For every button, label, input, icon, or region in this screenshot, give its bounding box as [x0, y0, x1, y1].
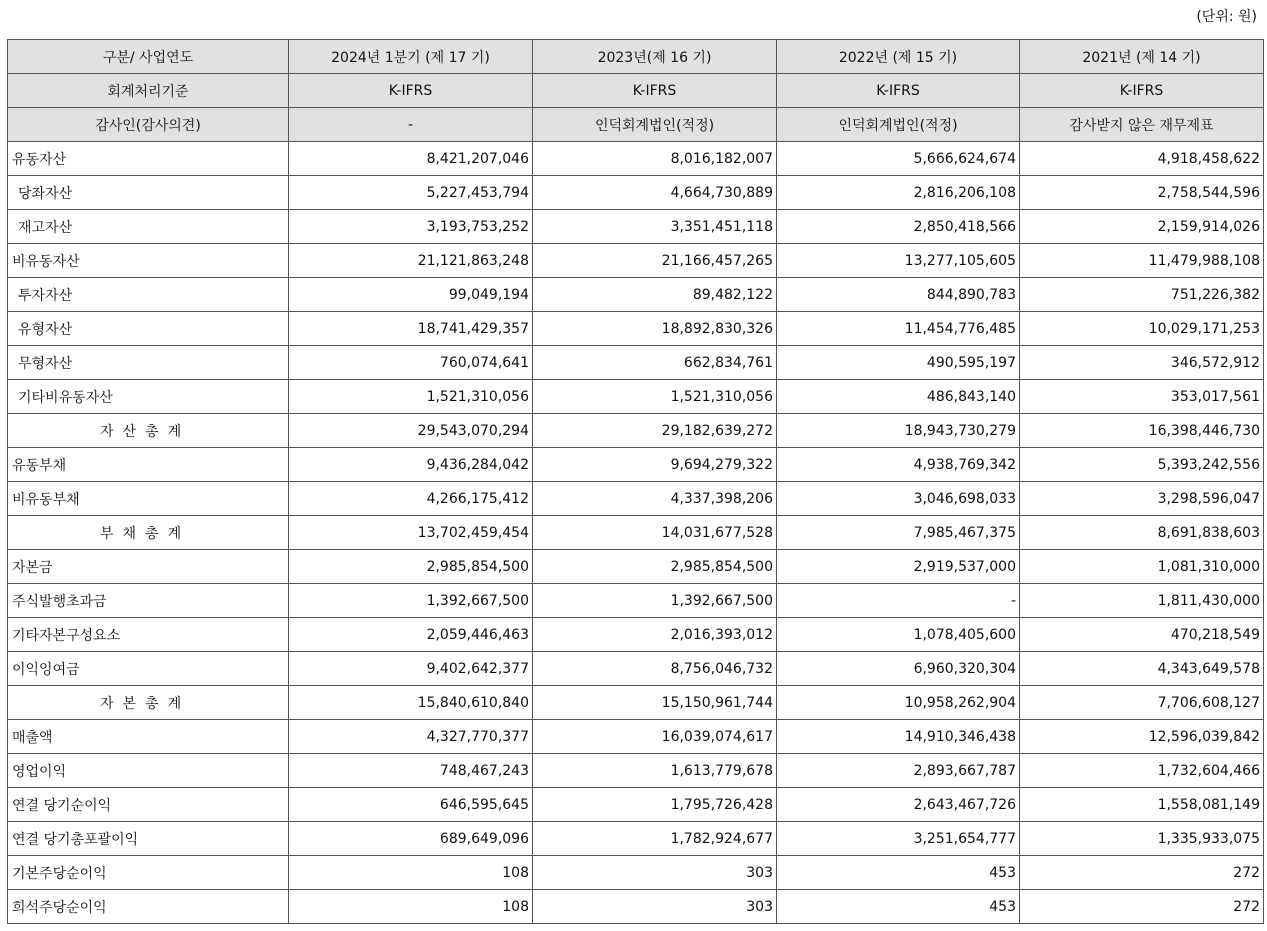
row-label: 유동부채: [8, 448, 289, 482]
table-row: [8, 482, 1264, 516]
value-cell: 10,029,171,253: [1020, 312, 1264, 346]
row-label: 재고자산: [8, 210, 289, 244]
row-label: 연결 당기순이익: [8, 788, 289, 822]
value-cell: 4,327,770,377: [289, 720, 533, 754]
row-label: 비유동부채: [8, 482, 289, 516]
row-label: 기타비유동자산: [8, 380, 289, 414]
value-cell: 2,919,537,000: [777, 550, 1020, 584]
row-label: 영업이익: [8, 754, 289, 788]
value-cell: 1,521,310,056: [533, 380, 777, 414]
header-cell: -: [289, 108, 533, 142]
table-row: [8, 380, 1264, 414]
value-cell: 844,890,783: [777, 278, 1020, 312]
value-cell: 8,756,046,732: [533, 652, 777, 686]
row-label: 자산총계: [8, 414, 289, 448]
value-cell: 14,031,677,528: [533, 516, 777, 550]
table-row: [8, 618, 1264, 652]
value-cell: 1,081,310,000: [1020, 550, 1264, 584]
header-cell: K-IFRS: [777, 74, 1020, 108]
value-cell: 4,938,769,342: [777, 448, 1020, 482]
table-row: [8, 584, 1264, 618]
table-row: [8, 856, 1264, 890]
value-cell: 14,910,346,438: [777, 720, 1020, 754]
value-cell: 272: [1020, 890, 1264, 924]
value-cell: 11,454,776,485: [777, 312, 1020, 346]
table-row: [8, 652, 1264, 686]
table-row: [8, 822, 1264, 856]
header-cell: 인덕회계법인(적정): [533, 108, 777, 142]
value-cell: 2,159,914,026: [1020, 210, 1264, 244]
value-cell: 11,479,988,108: [1020, 244, 1264, 278]
value-cell: 21,121,863,248: [289, 244, 533, 278]
header-row: [8, 74, 1264, 108]
value-cell: 29,543,070,294: [289, 414, 533, 448]
value-cell: 748,467,243: [289, 754, 533, 788]
header-row: [8, 40, 1264, 74]
row-label: 자본총계: [8, 686, 289, 720]
value-cell: 12,596,039,842: [1020, 720, 1264, 754]
table-row: [8, 890, 1264, 924]
value-cell: 29,182,639,272: [533, 414, 777, 448]
value-cell: 13,277,105,605: [777, 244, 1020, 278]
header-cell: 인덕회계법인(적정): [777, 108, 1020, 142]
value-cell: 9,694,279,322: [533, 448, 777, 482]
header-cell: K-IFRS: [1020, 74, 1264, 108]
value-cell: 2,893,667,787: [777, 754, 1020, 788]
table-row: [8, 312, 1264, 346]
row-label: 유동자산: [8, 142, 289, 176]
value-cell: 89,482,122: [533, 278, 777, 312]
table-row: [8, 550, 1264, 584]
value-cell: 6,960,320,304: [777, 652, 1020, 686]
value-cell: 1,732,604,466: [1020, 754, 1264, 788]
value-cell: 453: [777, 856, 1020, 890]
value-cell: 470,218,549: [1020, 618, 1264, 652]
row-label: 유형자산: [8, 312, 289, 346]
value-cell: 18,892,830,326: [533, 312, 777, 346]
table-row: [8, 754, 1264, 788]
value-cell: 346,572,912: [1020, 346, 1264, 380]
row-label: 당좌자산: [8, 176, 289, 210]
row-label: 부채총계: [8, 516, 289, 550]
row-label: 기본주당순이익: [8, 856, 289, 890]
value-cell: 486,843,140: [777, 380, 1020, 414]
row-label: 비유동자산: [8, 244, 289, 278]
value-cell: 4,337,398,206: [533, 482, 777, 516]
unit-label: (단위: 원): [1196, 9, 1257, 25]
value-cell: 16,398,446,730: [1020, 414, 1264, 448]
value-cell: 303: [533, 890, 777, 924]
value-cell: 1,392,667,500: [289, 584, 533, 618]
table-row: [8, 448, 1264, 482]
value-cell: 5,227,453,794: [289, 176, 533, 210]
value-cell: 108: [289, 856, 533, 890]
value-cell: 8,421,207,046: [289, 142, 533, 176]
value-cell: -: [777, 584, 1020, 618]
value-cell: 15,150,961,744: [533, 686, 777, 720]
value-cell: 4,343,649,578: [1020, 652, 1264, 686]
value-cell: 3,298,596,047: [1020, 482, 1264, 516]
header-cell: 2024년 1분기 (제 17 기): [289, 40, 533, 74]
value-cell: 2,643,467,726: [777, 788, 1020, 822]
value-cell: 353,017,561: [1020, 380, 1264, 414]
value-cell: 1,558,081,149: [1020, 788, 1264, 822]
value-cell: 1,795,726,428: [533, 788, 777, 822]
value-cell: 1,613,779,678: [533, 754, 777, 788]
value-cell: 16,039,074,617: [533, 720, 777, 754]
value-cell: 689,649,096: [289, 822, 533, 856]
header-cell: 2022년 (제 15 기): [777, 40, 1020, 74]
table-row: [8, 278, 1264, 312]
table-row: [8, 788, 1264, 822]
value-cell: 15,840,610,840: [289, 686, 533, 720]
value-cell: 3,251,654,777: [777, 822, 1020, 856]
value-cell: 108: [289, 890, 533, 924]
row-label: 기타자본구성요소: [8, 618, 289, 652]
value-cell: 7,706,608,127: [1020, 686, 1264, 720]
value-cell: 1,078,405,600: [777, 618, 1020, 652]
header-cell: 2023년(제 16 기): [533, 40, 777, 74]
value-cell: 1,335,933,075: [1020, 822, 1264, 856]
value-cell: 1,811,430,000: [1020, 584, 1264, 618]
value-cell: 2,758,544,596: [1020, 176, 1264, 210]
value-cell: 9,402,642,377: [289, 652, 533, 686]
header-cell: 감사받지 않은 재무제표: [1020, 108, 1264, 142]
value-cell: 7,985,467,375: [777, 516, 1020, 550]
row-label: 무형자산: [8, 346, 289, 380]
value-cell: 760,074,641: [289, 346, 533, 380]
value-cell: 5,666,624,674: [777, 142, 1020, 176]
header-label-cell: 구분/ 사업연도: [8, 40, 289, 74]
row-label: 매출액: [8, 720, 289, 754]
header-label-cell: 회계처리기준: [8, 74, 289, 108]
value-cell: 99,049,194: [289, 278, 533, 312]
table-row: [8, 244, 1264, 278]
value-cell: 272: [1020, 856, 1264, 890]
value-cell: 8,016,182,007: [533, 142, 777, 176]
table-row: [8, 142, 1264, 176]
table-row: [8, 720, 1264, 754]
table-row: [8, 176, 1264, 210]
value-cell: 2,816,206,108: [777, 176, 1020, 210]
row-label: 자본금: [8, 550, 289, 584]
row-label: 희석주당순이익: [8, 890, 289, 924]
financial-summary-table: [7, 39, 1264, 924]
value-cell: 2,985,854,500: [533, 550, 777, 584]
value-cell: 5,393,242,556: [1020, 448, 1264, 482]
row-label: 주식발행초과금: [8, 584, 289, 618]
header-cell: 2021년 (제 14 기): [1020, 40, 1264, 74]
value-cell: 8,691,838,603: [1020, 516, 1264, 550]
value-cell: 13,702,459,454: [289, 516, 533, 550]
value-cell: 2,059,446,463: [289, 618, 533, 652]
value-cell: 490,595,197: [777, 346, 1020, 380]
value-cell: 4,266,175,412: [289, 482, 533, 516]
row-label: 이익잉여금: [8, 652, 289, 686]
value-cell: 2,016,393,012: [533, 618, 777, 652]
header-label-cell: 감사인(감사의견): [8, 108, 289, 142]
table-row: [8, 686, 1264, 720]
value-cell: 21,166,457,265: [533, 244, 777, 278]
value-cell: 453: [777, 890, 1020, 924]
value-cell: 3,193,753,252: [289, 210, 533, 244]
row-label: 투자자산: [8, 278, 289, 312]
value-cell: 18,741,429,357: [289, 312, 533, 346]
row-label: 연결 당기총포괄이익: [8, 822, 289, 856]
value-cell: 4,664,730,889: [533, 176, 777, 210]
header-row: [8, 108, 1264, 142]
value-cell: 3,046,698,033: [777, 482, 1020, 516]
table-row: [8, 210, 1264, 244]
value-cell: 3,351,451,118: [533, 210, 777, 244]
value-cell: 1,392,667,500: [533, 584, 777, 618]
value-cell: 2,985,854,500: [289, 550, 533, 584]
value-cell: 662,834,761: [533, 346, 777, 380]
value-cell: 1,521,310,056: [289, 380, 533, 414]
value-cell: 18,943,730,279: [777, 414, 1020, 448]
value-cell: 9,436,284,042: [289, 448, 533, 482]
value-cell: 1,782,924,677: [533, 822, 777, 856]
value-cell: 303: [533, 856, 777, 890]
value-cell: 646,595,645: [289, 788, 533, 822]
value-cell: 10,958,262,904: [777, 686, 1020, 720]
value-cell: 2,850,418,566: [777, 210, 1020, 244]
value-cell: 751,226,382: [1020, 278, 1264, 312]
header-cell: K-IFRS: [289, 74, 533, 108]
value-cell: 4,918,458,622: [1020, 142, 1264, 176]
table-row: [8, 346, 1264, 380]
table-row: [8, 516, 1264, 550]
header-cell: K-IFRS: [533, 74, 777, 108]
table-row: [8, 414, 1264, 448]
